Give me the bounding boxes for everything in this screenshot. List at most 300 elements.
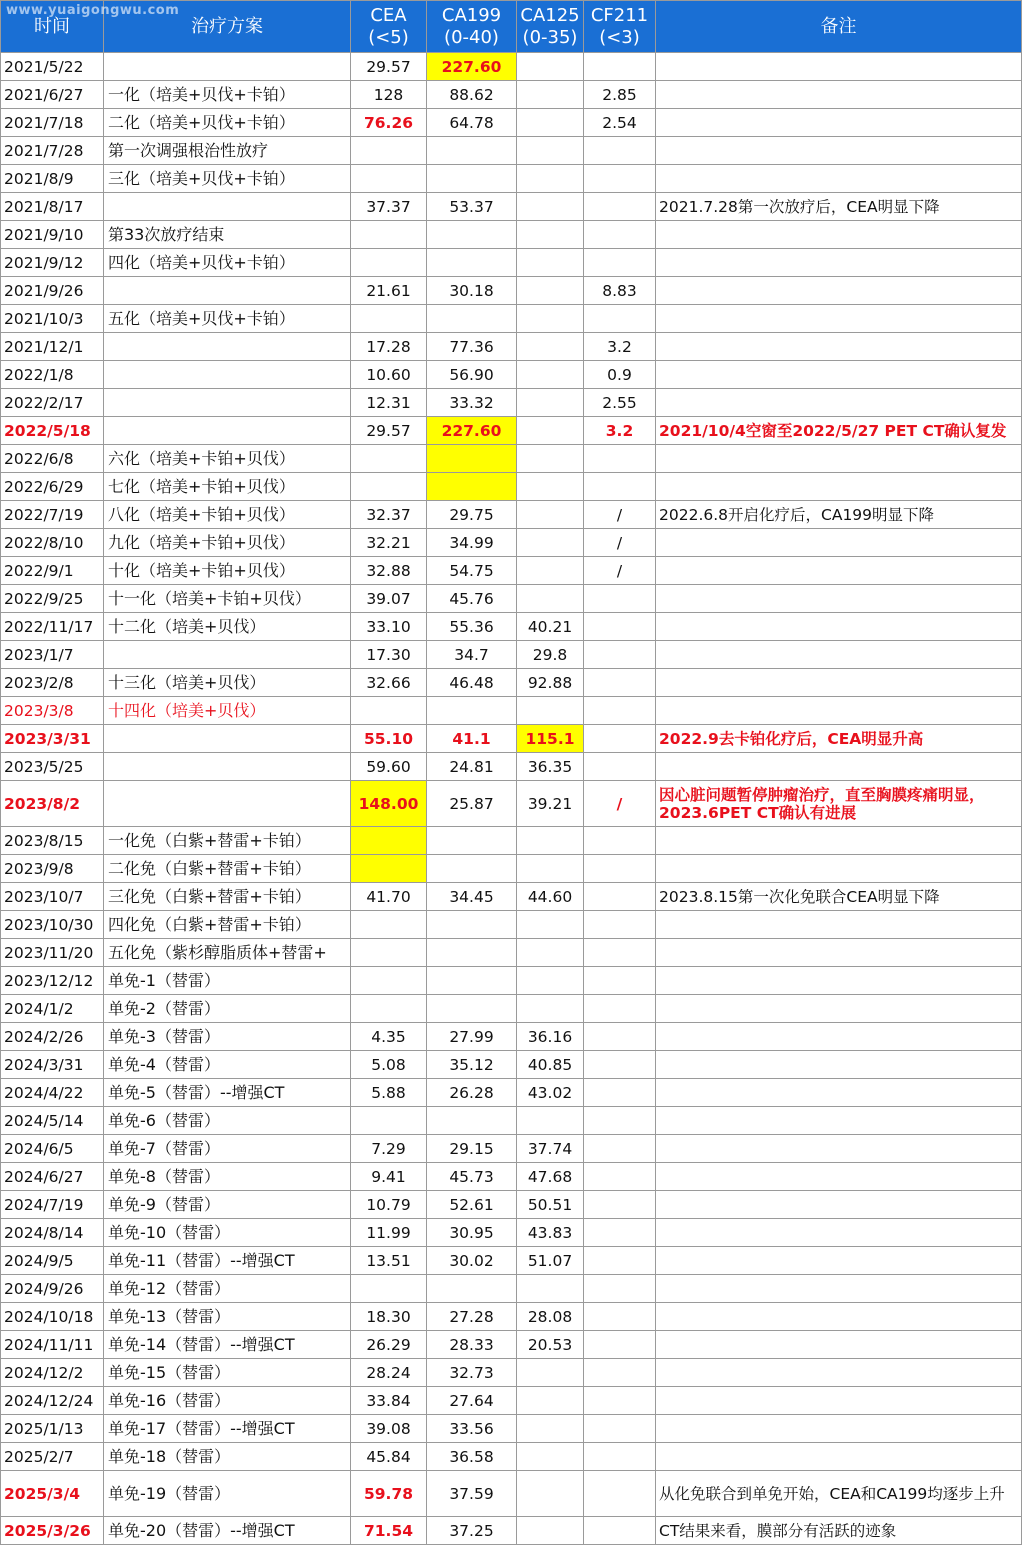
cell-cea [351, 939, 427, 967]
cell-date: 2021/9/10 [1, 221, 104, 249]
table-row [1, 193, 1022, 221]
cell-ca125 [517, 1443, 584, 1471]
cell-cea: 13.51 [351, 1247, 427, 1275]
cell-cf211: 3.2 [584, 333, 656, 361]
cell-date: 2025/1/13 [1, 1415, 104, 1443]
cell-ca199: 24.81 [427, 753, 517, 781]
cell-cea: 10.60 [351, 361, 427, 389]
cell-ca125 [517, 137, 584, 165]
cell-plan: 八化（培美+卡铂+贝伐） [104, 501, 351, 529]
cell-cf211 [584, 1415, 656, 1443]
cell-plan: 二化（培美+贝伐+卡铂） [104, 109, 351, 137]
cell-cf211 [584, 1191, 656, 1219]
cell-note: 2023.8.15第一次化免联合CEA明显下降 [656, 883, 1022, 911]
table-row [1, 81, 1022, 109]
cell-plan: 单免-11（替雷）--增强CT [104, 1247, 351, 1275]
cell-cf211 [584, 193, 656, 221]
cell-cf211 [584, 1387, 656, 1415]
cell-cea: 28.24 [351, 1359, 427, 1387]
cell-cea: 29.57 [351, 417, 427, 445]
cell-note [656, 165, 1022, 193]
cell-plan [104, 753, 351, 781]
cell-note [656, 221, 1022, 249]
cell-date: 2022/7/19 [1, 501, 104, 529]
cell-cea: 18.30 [351, 1303, 427, 1331]
cell-note [656, 669, 1022, 697]
table-row [1, 361, 1022, 389]
cell-cea: 10.79 [351, 1191, 427, 1219]
table-row [1, 939, 1022, 967]
header-date: 时间 [1, 1, 104, 53]
cell-cf211 [584, 1443, 656, 1471]
header-cf211 [584, 1, 656, 53]
cell-ca199: 52.61 [427, 1191, 517, 1219]
cell-plan: 十一化（培美+卡铂+贝伐） [104, 585, 351, 613]
cell-date: 2023/10/30 [1, 911, 104, 939]
table-row [1, 967, 1022, 995]
table-row [1, 883, 1022, 911]
cell-plan: 单免-15（替雷） [104, 1359, 351, 1387]
cell-note [656, 249, 1022, 277]
cell-ca125 [517, 53, 584, 81]
cell-ca199 [427, 137, 517, 165]
cell-note [656, 1191, 1022, 1219]
table-body [1, 53, 1022, 1545]
table-row [1, 1331, 1022, 1359]
cell-ca125 [517, 827, 584, 855]
cell-ca199: 227.60 [427, 53, 517, 81]
cell-date: 2021/12/1 [1, 333, 104, 361]
cell-date: 2023/3/8 [1, 697, 104, 725]
header-ca199-range: (0-40) [444, 26, 499, 48]
cell-date: 2023/12/12 [1, 967, 104, 995]
cell-cf211 [584, 1517, 656, 1545]
cell-ca125 [517, 855, 584, 883]
cell-ca199 [427, 305, 517, 333]
cell-cf211 [584, 967, 656, 995]
cell-ca199: 33.32 [427, 389, 517, 417]
cell-note [656, 137, 1022, 165]
cell-ca125: 115.1 [517, 725, 584, 753]
cell-cea: 9.41 [351, 1163, 427, 1191]
table-row [1, 417, 1022, 445]
cell-note [656, 1303, 1022, 1331]
cell-date: 2025/2/7 [1, 1443, 104, 1471]
cell-plan: 单免-16（替雷） [104, 1387, 351, 1415]
cell-cf211 [584, 1107, 656, 1135]
cell-plan [104, 389, 351, 417]
cell-plan [104, 333, 351, 361]
cell-cf211: 2.54 [584, 109, 656, 137]
table-row [1, 1107, 1022, 1135]
cell-ca199: 46.48 [427, 669, 517, 697]
cell-note: 2022.6.8开启化疗后，CA199明显下降 [656, 501, 1022, 529]
cell-cf211 [584, 1331, 656, 1359]
table-row [1, 1359, 1022, 1387]
cell-ca125 [517, 193, 584, 221]
cell-ca125 [517, 1107, 584, 1135]
cell-ca125: 40.85 [517, 1051, 584, 1079]
table-row [1, 585, 1022, 613]
table-row [1, 221, 1022, 249]
cell-cf211 [584, 883, 656, 911]
cell-ca199: 37.25 [427, 1517, 517, 1545]
cell-ca125 [517, 911, 584, 939]
header-ca199-name: CA199 [441, 4, 502, 26]
cell-cea [351, 827, 427, 855]
cell-note [656, 1107, 1022, 1135]
cell-ca125: 44.60 [517, 883, 584, 911]
cell-cf211 [584, 249, 656, 277]
cell-cea [351, 445, 427, 473]
cell-ca125 [517, 109, 584, 137]
cell-ca199: 88.62 [427, 81, 517, 109]
cell-cea: 21.61 [351, 277, 427, 305]
cell-ca199: 30.18 [427, 277, 517, 305]
cell-ca125: 28.08 [517, 1303, 584, 1331]
table-row [1, 1247, 1022, 1275]
cell-cea [351, 1107, 427, 1135]
cell-cea: 55.10 [351, 725, 427, 753]
cell-note [656, 697, 1022, 725]
header-plan: 治疗方案 [104, 1, 351, 53]
cell-cf211 [584, 1135, 656, 1163]
cell-ca125: 51.07 [517, 1247, 584, 1275]
cell-ca125 [517, 277, 584, 305]
table-row [1, 1051, 1022, 1079]
cell-cf211 [584, 827, 656, 855]
cell-date: 2021/9/26 [1, 277, 104, 305]
cell-ca199 [427, 855, 517, 883]
cell-note: 因心脏问题暂停肿瘤治疗，直至胸膜疼痛明显，2023.6PET CT确认有进展 [656, 781, 1022, 827]
cell-ca199: 34.7 [427, 641, 517, 669]
cell-date: 2022/9/25 [1, 585, 104, 613]
cell-date: 2022/11/17 [1, 613, 104, 641]
header-cea-name: CEA [370, 4, 407, 26]
cell-ca125 [517, 1471, 584, 1517]
cell-cea: 4.35 [351, 1023, 427, 1051]
table-row [1, 995, 1022, 1023]
table-row [1, 501, 1022, 529]
header-note: 备注 [656, 1, 1022, 53]
cell-plan [104, 725, 351, 753]
cell-cea: 5.88 [351, 1079, 427, 1107]
cell-cf211 [584, 305, 656, 333]
cell-date: 2022/1/8 [1, 361, 104, 389]
cell-date: 2024/9/26 [1, 1275, 104, 1303]
cell-note [656, 827, 1022, 855]
cell-cea: 5.08 [351, 1051, 427, 1079]
cell-cea: 32.37 [351, 501, 427, 529]
cell-cea: 41.70 [351, 883, 427, 911]
cell-cf211: 0.9 [584, 361, 656, 389]
cell-cea: 26.29 [351, 1331, 427, 1359]
cell-ca125 [517, 1275, 584, 1303]
table-row [1, 641, 1022, 669]
table-row [1, 305, 1022, 333]
cell-note [656, 1443, 1022, 1471]
cell-ca199: 53.37 [427, 193, 517, 221]
cell-ca199: 34.99 [427, 529, 517, 557]
cell-ca199 [427, 445, 517, 473]
cell-plan: 三化（培美+贝伐+卡铂） [104, 165, 351, 193]
cell-ca199: 25.87 [427, 781, 517, 827]
cell-plan: 一化（培美+贝伐+卡铂） [104, 81, 351, 109]
cell-ca199: 45.73 [427, 1163, 517, 1191]
cell-ca199: 29.75 [427, 501, 517, 529]
cell-note [656, 109, 1022, 137]
cell-plan: 单免-20（替雷）--增强CT [104, 1517, 351, 1545]
cell-cf211 [584, 1359, 656, 1387]
cell-ca199: 28.33 [427, 1331, 517, 1359]
cell-cea [351, 967, 427, 995]
cell-plan [104, 417, 351, 445]
cell-cf211 [584, 53, 656, 81]
cell-note [656, 473, 1022, 501]
cell-ca125 [517, 417, 584, 445]
cell-cea [351, 249, 427, 277]
table-row [1, 855, 1022, 883]
cell-ca125 [517, 1415, 584, 1443]
cell-note: CT结果来看，膜部分有活跃的迹象 [656, 1517, 1022, 1545]
cell-ca125 [517, 165, 584, 193]
cell-ca199 [427, 697, 517, 725]
cell-cea: 71.54 [351, 1517, 427, 1545]
cell-ca125 [517, 389, 584, 417]
table-row [1, 473, 1022, 501]
cell-date: 2024/6/27 [1, 1163, 104, 1191]
cell-cf211 [584, 1023, 656, 1051]
cell-note [656, 1051, 1022, 1079]
cell-note [656, 529, 1022, 557]
cell-date: 2024/4/22 [1, 1079, 104, 1107]
cell-date: 2023/5/25 [1, 753, 104, 781]
cell-cea: 7.29 [351, 1135, 427, 1163]
cell-ca125 [517, 1359, 584, 1387]
cell-date: 2023/10/7 [1, 883, 104, 911]
cell-date: 2023/1/7 [1, 641, 104, 669]
cell-cf211 [584, 1471, 656, 1517]
cell-plan: 单免-3（替雷） [104, 1023, 351, 1051]
cell-plan: 单免-14（替雷）--增强CT [104, 1331, 351, 1359]
table-row [1, 333, 1022, 361]
cell-ca125: 37.74 [517, 1135, 584, 1163]
cell-ca199: 77.36 [427, 333, 517, 361]
cell-cea: 17.30 [351, 641, 427, 669]
cell-ca199: 27.28 [427, 1303, 517, 1331]
cell-ca125 [517, 501, 584, 529]
cell-cf211 [584, 1247, 656, 1275]
cell-note [656, 995, 1022, 1023]
cell-date: 2024/5/14 [1, 1107, 104, 1135]
cell-ca199: 56.90 [427, 361, 517, 389]
header-cea [351, 1, 427, 53]
cell-ca199: 45.76 [427, 585, 517, 613]
cell-cea: 33.10 [351, 613, 427, 641]
cell-date: 2024/10/18 [1, 1303, 104, 1331]
cell-plan: 第33次放疗结束 [104, 221, 351, 249]
cell-plan: 四化（培美+贝伐+卡铂） [104, 249, 351, 277]
cell-ca199 [427, 1107, 517, 1135]
cell-ca125 [517, 249, 584, 277]
cell-note [656, 1247, 1022, 1275]
cell-ca199: 26.28 [427, 1079, 517, 1107]
table-row [1, 109, 1022, 137]
cell-plan [104, 53, 351, 81]
cell-note [656, 1023, 1022, 1051]
cell-cea: 45.84 [351, 1443, 427, 1471]
cell-cf211: / [584, 557, 656, 585]
cell-date: 2021/8/17 [1, 193, 104, 221]
cell-cea [351, 995, 427, 1023]
cell-note [656, 855, 1022, 883]
header-cea-range: (<5) [368, 26, 409, 48]
cell-cf211 [584, 1303, 656, 1331]
cell-ca199: 227.60 [427, 417, 517, 445]
cell-date: 2021/7/18 [1, 109, 104, 137]
cell-date: 2021/8/9 [1, 165, 104, 193]
cell-ca125: 29.8 [517, 641, 584, 669]
cell-plan: 十二化（培美+贝伐） [104, 613, 351, 641]
cell-ca199: 27.64 [427, 1387, 517, 1415]
cell-cf211 [584, 445, 656, 473]
cell-ca125: 36.16 [517, 1023, 584, 1051]
cell-cea: 32.88 [351, 557, 427, 585]
cell-ca125 [517, 81, 584, 109]
cell-cea: 11.99 [351, 1219, 427, 1247]
cell-cf211 [584, 1163, 656, 1191]
cell-plan [104, 781, 351, 827]
cell-ca199 [427, 939, 517, 967]
cell-cf211: 2.85 [584, 81, 656, 109]
cell-date: 2022/9/1 [1, 557, 104, 585]
cell-cea: 39.08 [351, 1415, 427, 1443]
cell-plan: 单免-6（替雷） [104, 1107, 351, 1135]
cell-cea: 128 [351, 81, 427, 109]
cell-date: 2024/6/5 [1, 1135, 104, 1163]
cell-plan: 单免-8（替雷） [104, 1163, 351, 1191]
cell-plan: 十化（培美+卡铂+贝伐） [104, 557, 351, 585]
cell-cea: 17.28 [351, 333, 427, 361]
cell-cea: 59.78 [351, 1471, 427, 1517]
cell-plan: 单免-4（替雷） [104, 1051, 351, 1079]
cell-note: 2021/10/4空窗至2022/5/27 PET CT确认复发 [656, 417, 1022, 445]
cell-note [656, 641, 1022, 669]
cell-ca125: 39.21 [517, 781, 584, 827]
table-row [1, 753, 1022, 781]
cell-note [656, 1219, 1022, 1247]
cell-cea [351, 855, 427, 883]
cell-ca125 [517, 697, 584, 725]
cell-note [656, 939, 1022, 967]
cell-plan: 九化（培美+卡铂+贝伐） [104, 529, 351, 557]
cell-note [656, 1331, 1022, 1359]
cell-note [656, 557, 1022, 585]
cell-plan: 五化免（紫杉醇脂质体+替雷+ [104, 939, 351, 967]
cell-ca125 [517, 361, 584, 389]
cell-cea [351, 137, 427, 165]
table-row [1, 53, 1022, 81]
cell-date: 2023/3/31 [1, 725, 104, 753]
table-row [1, 445, 1022, 473]
cell-ca125 [517, 995, 584, 1023]
cell-ca199: 34.45 [427, 883, 517, 911]
cell-date: 2024/3/31 [1, 1051, 104, 1079]
cell-ca125 [517, 221, 584, 249]
cell-note [656, 445, 1022, 473]
cell-cf211 [584, 1219, 656, 1247]
cell-plan: 一化免（白紫+替雷+卡铂） [104, 827, 351, 855]
cell-date: 2024/12/24 [1, 1387, 104, 1415]
cell-plan: 四化免（白紫+替雷+卡铂） [104, 911, 351, 939]
cell-cea [351, 1275, 427, 1303]
cell-cf211 [584, 585, 656, 613]
cell-ca125 [517, 445, 584, 473]
cell-cf211: 2.55 [584, 389, 656, 417]
cell-date: 2023/9/8 [1, 855, 104, 883]
cell-cea: 12.31 [351, 389, 427, 417]
cell-cf211 [584, 669, 656, 697]
table-row [1, 1219, 1022, 1247]
cell-date: 2024/11/11 [1, 1331, 104, 1359]
table-row [1, 137, 1022, 165]
cell-note [656, 361, 1022, 389]
cell-cea: 39.07 [351, 585, 427, 613]
cell-plan: 十三化（培美+贝伐） [104, 669, 351, 697]
cell-cea: 32.66 [351, 669, 427, 697]
cell-cf211 [584, 939, 656, 967]
cell-date: 2023/8/15 [1, 827, 104, 855]
cell-date: 2023/2/8 [1, 669, 104, 697]
cell-ca125: 36.35 [517, 753, 584, 781]
cell-plan [104, 193, 351, 221]
cell-note [656, 753, 1022, 781]
cell-plan: 三化免（白紫+替雷+卡铂） [104, 883, 351, 911]
table-row [1, 1303, 1022, 1331]
cell-cf211 [584, 473, 656, 501]
cell-note [656, 389, 1022, 417]
cell-note [656, 911, 1022, 939]
cell-plan: 二化免（白紫+替雷+卡铂） [104, 855, 351, 883]
cell-cea: 59.60 [351, 753, 427, 781]
cell-ca199 [427, 165, 517, 193]
table-row [1, 669, 1022, 697]
cell-cea: 148.00 [351, 781, 427, 827]
cell-ca199 [427, 249, 517, 277]
table-row [1, 1135, 1022, 1163]
cell-cf211 [584, 613, 656, 641]
cell-ca199 [427, 1275, 517, 1303]
cell-ca199 [427, 827, 517, 855]
cell-note [656, 305, 1022, 333]
cell-date: 2025/3/4 [1, 1471, 104, 1517]
cell-date: 2024/9/5 [1, 1247, 104, 1275]
cell-ca199 [427, 911, 517, 939]
cell-note [656, 277, 1022, 305]
cell-ca199: 55.36 [427, 613, 517, 641]
cell-plan [104, 277, 351, 305]
table-row [1, 697, 1022, 725]
cell-ca125 [517, 967, 584, 995]
cell-ca199: 54.75 [427, 557, 517, 585]
cell-ca125 [517, 473, 584, 501]
cell-note [656, 1275, 1022, 1303]
cell-note [656, 613, 1022, 641]
table-row [1, 1443, 1022, 1471]
table-row [1, 1471, 1022, 1517]
table-row [1, 1191, 1022, 1219]
cell-note [656, 333, 1022, 361]
